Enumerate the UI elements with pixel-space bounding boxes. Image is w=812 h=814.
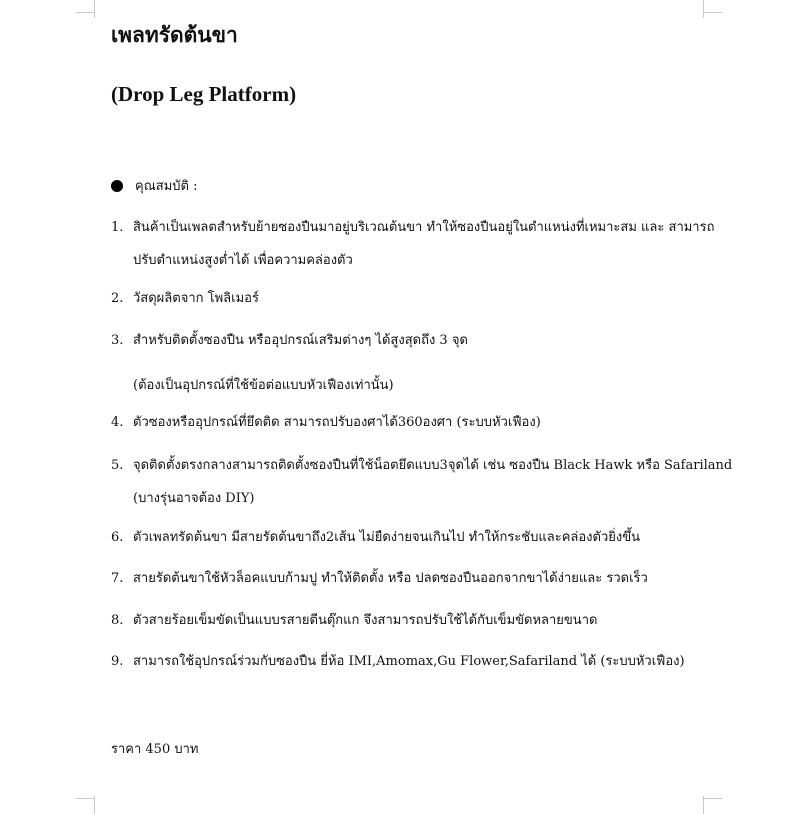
crop-mark (704, 12, 722, 13)
properties-label: คุณสมบัติ : (135, 179, 198, 194)
item-number: 3. (111, 333, 124, 348)
price-label: ราคา 450 บาท (111, 742, 199, 757)
list-item (111, 452, 732, 480)
item-text: สินค้าเป็นเพลตสำหรับย้ายซองปืนมาอยู่บริเวณต้นขา ทำให้ซองปืนอยู่ในตำแหน่งที่เหมาะสม และ สามารถ (133, 220, 715, 235)
item-text-continued: ปรับตำแหน่งสูงต่ำได้ เพื่อความคล่องตัว (133, 253, 353, 268)
crop-mark (94, 0, 95, 18)
list-item (111, 565, 648, 593)
list-item (111, 409, 541, 437)
list-item (111, 327, 468, 355)
item-text: วัสดุผลิตจาก โพลิเมอร์ (133, 291, 259, 306)
item-text: ตัวซองหรืออุปกรณ์ที่ยึดติด สามารถปรับองศาได้360องศา (ระบบหัวเฟือง) (133, 415, 541, 430)
item-text: จุดติดตั้งตรงกลางสามารถติดตั้งซองปืนที่ใช้น็อตยึดแบบ3จุดได้ เช่น ซองปืน Black Hawk หรือ Safariland (133, 458, 733, 473)
crop-mark (76, 798, 94, 799)
list-item (111, 214, 714, 242)
document-subtitle: (Drop Leg Platform) (111, 82, 297, 106)
item-text: ตัวเพลทรัดต้นขา มีสายรัดต้นขาถึง2เส้น ไม่ยืดง่ายจนเกินไป ทำให้กระชับและคล่องตัวยิ่งขึ้น (133, 530, 640, 545)
item-number: 4. (111, 415, 124, 430)
item-number: 7. (111, 571, 124, 586)
list-item (111, 524, 640, 552)
item-text: สายรัดต้นขาใช้หัวล็อคแบบก้ามปู ทำให้ติดตั้ง หรือ ปลดซองปืนออกจากขาได้ง่ายและ รวดเร็ว (133, 571, 648, 586)
item-text: สามารถใช้อุปกรณ์ร่วมกับซองปืน ยี่ห้อ IMI,Amomax,Gu Flower,Safariland ได้ (ระบบหัวเฟือง) (133, 654, 685, 669)
list-item (111, 648, 685, 676)
item-text-continued: (บางรุ่นอาจต้อง DIY) (133, 491, 255, 506)
crop-mark (94, 796, 95, 814)
crop-mark (704, 798, 722, 799)
item-number: 1. (111, 220, 124, 235)
list-item (111, 607, 597, 635)
item-number: 8. (111, 613, 124, 628)
item-text-continued: (ต้องเป็นอุปกรณ์ที่ใช้ข้อต่อแบบหัวเฟืองเท่านั้น) (133, 378, 394, 393)
item-text: สำหรับติดตั้งซองปืน หรืออุปกรณ์เสริมต่างๆ ได้สูงสุดถึง 3 จุด (133, 333, 468, 348)
bullet-icon (111, 180, 123, 192)
properties-heading (111, 175, 197, 196)
document-title: เพลทรัดต้นขา (111, 22, 238, 47)
item-number: 5. (111, 458, 124, 473)
list-item (111, 285, 259, 313)
item-number: 9. (111, 654, 124, 669)
item-number: 6. (111, 530, 124, 545)
item-text: ตัวสายร้อยเข็มขัดเป็นแบบรสายตีนตุ๊กแก จึงสามารถปรับใช้ได้กับเข็มขัดหลายขนาด (133, 613, 598, 628)
item-number: 2. (111, 291, 124, 306)
crop-mark (703, 0, 704, 18)
crop-mark (76, 12, 94, 13)
